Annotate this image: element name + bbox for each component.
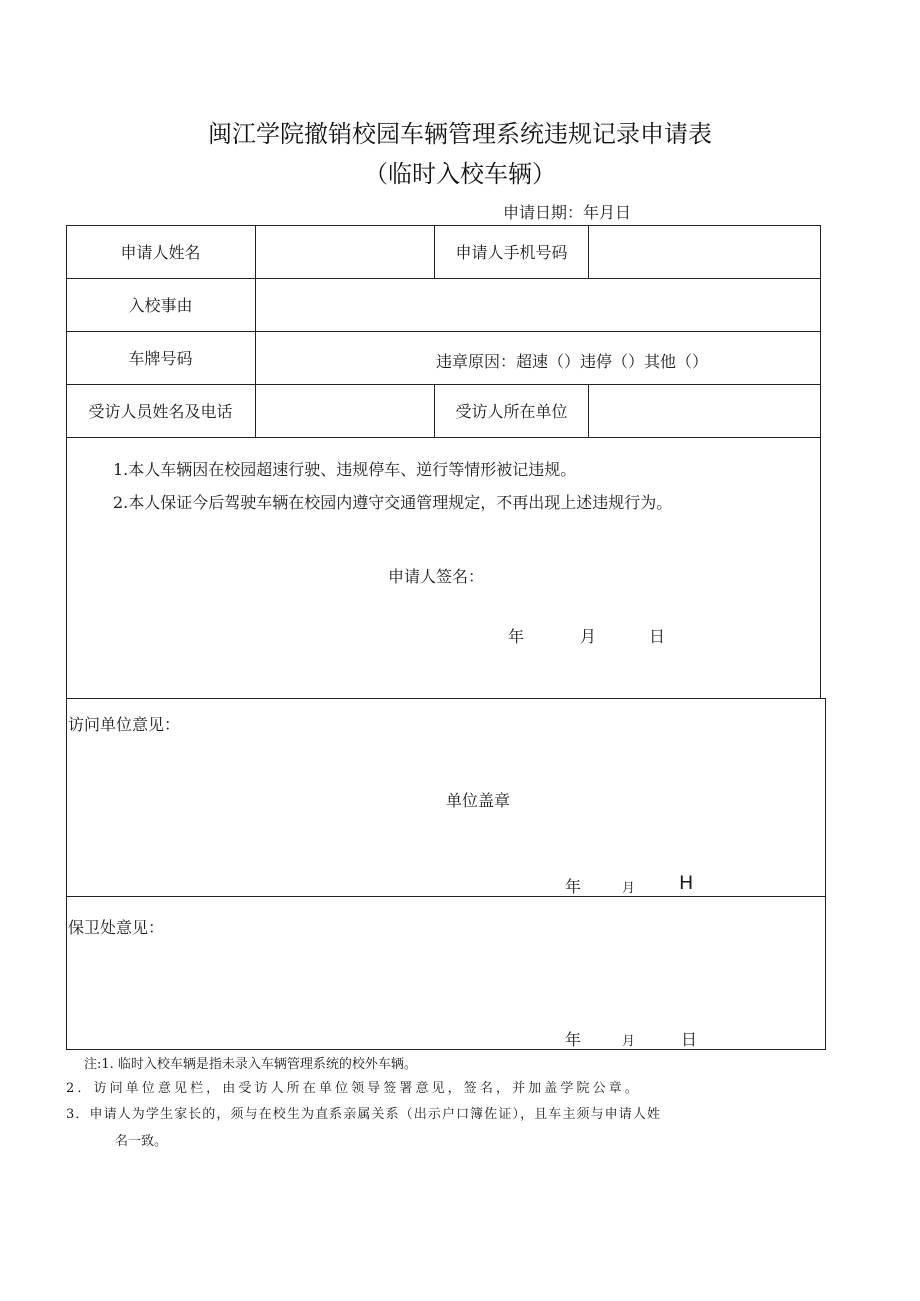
form-subtitle: （临时入校车辆） [364,160,556,188]
visitee-unit-label: 受访人所在单位 [455,402,568,421]
signature-year: 年 [508,627,525,646]
grid-line [820,225,821,698]
visitee-name-phone-field[interactable] [256,384,434,437]
note-2: 2．访问单位意见栏，由受访人所在单位领导签署意见，签名，并加盖学院公章。 [66,1081,641,1096]
note-3: 3．申请人为学生家长的，须与在校生为直系亲属关系（出示户口簿佐证），且车主须与申请人姓 [66,1107,662,1122]
grid-line [66,1049,826,1050]
applicant-name-field[interactable] [256,225,434,278]
grid-line [66,698,826,699]
note-3-continued: 名一致。 [115,1134,168,1149]
signature-day: 日 [649,627,666,646]
declaration-line-2: 2.本人保证今后驾驶车辆在校园内遵守交通管理规定，不再出现上述违规行为。 [113,493,673,512]
grid-line [66,896,826,897]
visitee-unit-field[interactable] [589,384,820,437]
visit-unit-year: 年 [565,877,582,896]
security-office-opinion-label: 保卫处意见： [68,918,165,937]
entry-reason-field[interactable] [256,278,820,331]
security-day: 日 [681,1030,698,1049]
signature-month: 月 [580,627,597,646]
applicant-signature-label: 申请人签名： [388,567,485,586]
security-year: 年 [565,1030,582,1049]
entry-reason-label: 入校事由 [128,296,193,315]
note-1: 注:1. 临时入校车辆是指未录入车辆管理系统的校外车辆。 [84,1057,417,1072]
grid-line [66,698,67,1050]
form-title: 闽江学院撤销校园车辆管理系统违规记录申请表 [208,120,712,148]
visit-unit-opinion-label: 访问单位意见： [68,715,181,734]
visitee-name-phone-label: 受访人员姓名及电话 [88,402,233,421]
unit-stamp-label: 单位盖章 [446,791,511,810]
applicant-phone-label: 申请人手机号码 [455,243,568,262]
plate-number-label: 车牌号码 [128,349,193,368]
declaration-line-1: 1.本人车辆因在校园超速行驶、违规停车、逆行等情形被记违规。 [113,460,577,479]
grid-line [66,437,821,438]
applicant-phone-field[interactable] [589,225,820,278]
apply-date: 申请日期：年月日 [503,203,632,222]
applicant-name-label: 申请人姓名 [120,243,201,262]
security-month: 月 [622,1034,636,1049]
violation-reason-label: 违章原因：超速（）违停（）其他（） [436,352,709,371]
visit-unit-day: H [679,872,694,894]
visit-unit-month: 月 [622,881,636,896]
grid-line [825,698,826,1050]
